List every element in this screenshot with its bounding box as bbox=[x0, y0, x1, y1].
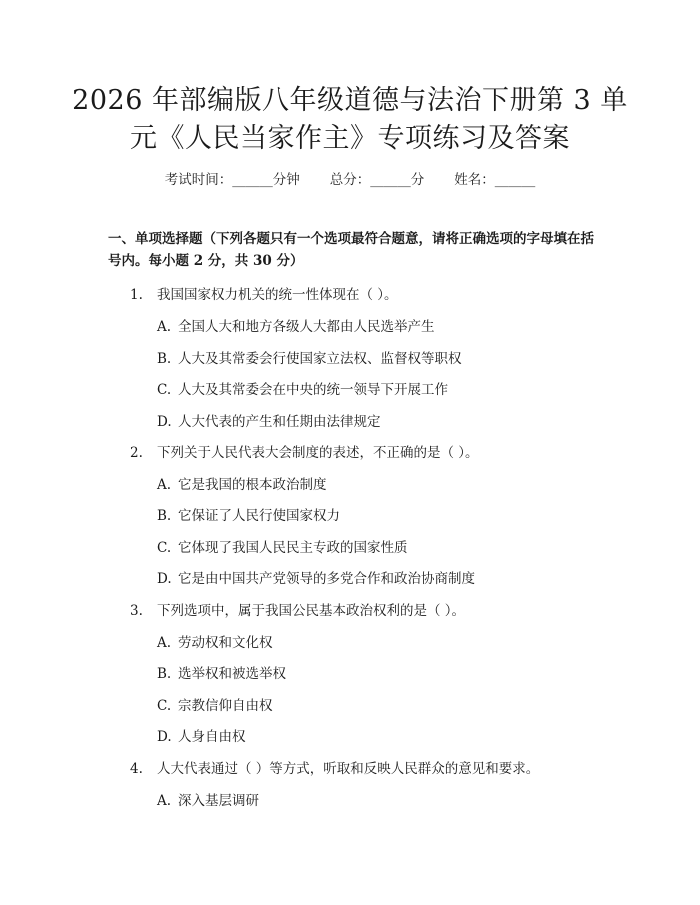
question-1 bbox=[130, 283, 398, 303]
option-letter: B. bbox=[157, 508, 172, 524]
option-letter: C. bbox=[157, 698, 172, 714]
option-letter: A. bbox=[157, 319, 172, 335]
question-text: 下列关于人民代表大会制度的表述，不正确的是（ ）。 bbox=[157, 445, 479, 461]
question-2-option-d bbox=[157, 567, 475, 587]
option-letter: A. bbox=[157, 635, 172, 651]
question-2-option-c bbox=[157, 536, 408, 556]
option-text: 宗教信仰自由权 bbox=[178, 698, 273, 714]
question-text: 下列选项中，属于我国公民基本政治权利的是（ ）。 bbox=[157, 603, 466, 619]
question-number: 1. bbox=[130, 287, 143, 303]
question-1-option-c bbox=[157, 378, 448, 398]
question-text: 人大代表通过（ ）等方式，听取和反映人民群众的意见和要求。 bbox=[157, 761, 540, 777]
question-3 bbox=[130, 599, 465, 619]
option-letter: A. bbox=[157, 477, 172, 493]
option-text: 它体现了我国人民民主专政的国家性质 bbox=[178, 540, 408, 556]
question-3-option-c bbox=[157, 694, 273, 714]
option-letter: D. bbox=[157, 571, 172, 587]
question-2-option-b bbox=[157, 504, 340, 524]
option-letter: C. bbox=[157, 382, 172, 398]
option-text: 它是由中国共产党领导的多党合作和政治协商制度 bbox=[178, 571, 475, 587]
option-letter: D. bbox=[157, 729, 172, 745]
document-title: 2026 年部编版八年级道德与法治下册第 3 单元《人民当家作主》专项练习及答案 bbox=[72, 85, 628, 154]
option-letter: C. bbox=[157, 540, 172, 556]
option-letter: B. bbox=[157, 351, 172, 367]
question-4-option-a bbox=[157, 789, 259, 809]
question-2-option-a bbox=[157, 473, 327, 493]
option-text: 它保证了人民行使国家权力 bbox=[178, 508, 340, 524]
option-text: 人大代表的产生和任期由法律规定 bbox=[178, 414, 381, 430]
question-3-option-b bbox=[157, 662, 286, 682]
question-text: 我国国家权力机关的统一性体现在（ ）。 bbox=[157, 287, 398, 303]
option-text: 人大及其常委会在中央的统一领导下开展工作 bbox=[178, 382, 448, 398]
option-text: 劳动权和文化权 bbox=[178, 635, 273, 651]
question-number: 4. bbox=[130, 761, 143, 777]
option-text: 选举权和被选举权 bbox=[178, 666, 286, 682]
question-1-option-b bbox=[157, 347, 462, 367]
exam-name: 姓名：______ bbox=[454, 172, 536, 188]
question-1-option-a bbox=[157, 315, 435, 335]
exam-score: 总分：______分 bbox=[329, 172, 425, 188]
exam-time: 考试时间：______分钟 bbox=[164, 172, 300, 188]
question-1-option-d bbox=[157, 410, 381, 430]
question-3-option-d bbox=[157, 725, 246, 745]
section-heading: 一、单项选择题（下列各题只有一个选项最符合题意，请将正确选项的字母填在括号内。每小题 2 分，共 30 分） bbox=[108, 231, 594, 269]
question-number: 2. bbox=[130, 445, 143, 461]
option-letter: D. bbox=[157, 414, 172, 430]
question-3-option-a bbox=[157, 631, 273, 651]
option-text: 深入基层调研 bbox=[178, 793, 259, 809]
option-letter: A. bbox=[157, 793, 172, 809]
option-text: 人大及其常委会行使国家立法权、监督权等职权 bbox=[178, 351, 462, 367]
question-number: 3. bbox=[130, 603, 143, 619]
option-text: 全国人大和地方各级人大都由人民选举产生 bbox=[178, 319, 435, 335]
option-text: 它是我国的根本政治制度 bbox=[178, 477, 327, 493]
question-4 bbox=[130, 757, 539, 777]
option-text: 人身自由权 bbox=[178, 729, 246, 745]
question-2 bbox=[130, 441, 479, 461]
exam-meta bbox=[0, 168, 700, 188]
option-letter: B. bbox=[157, 666, 172, 682]
